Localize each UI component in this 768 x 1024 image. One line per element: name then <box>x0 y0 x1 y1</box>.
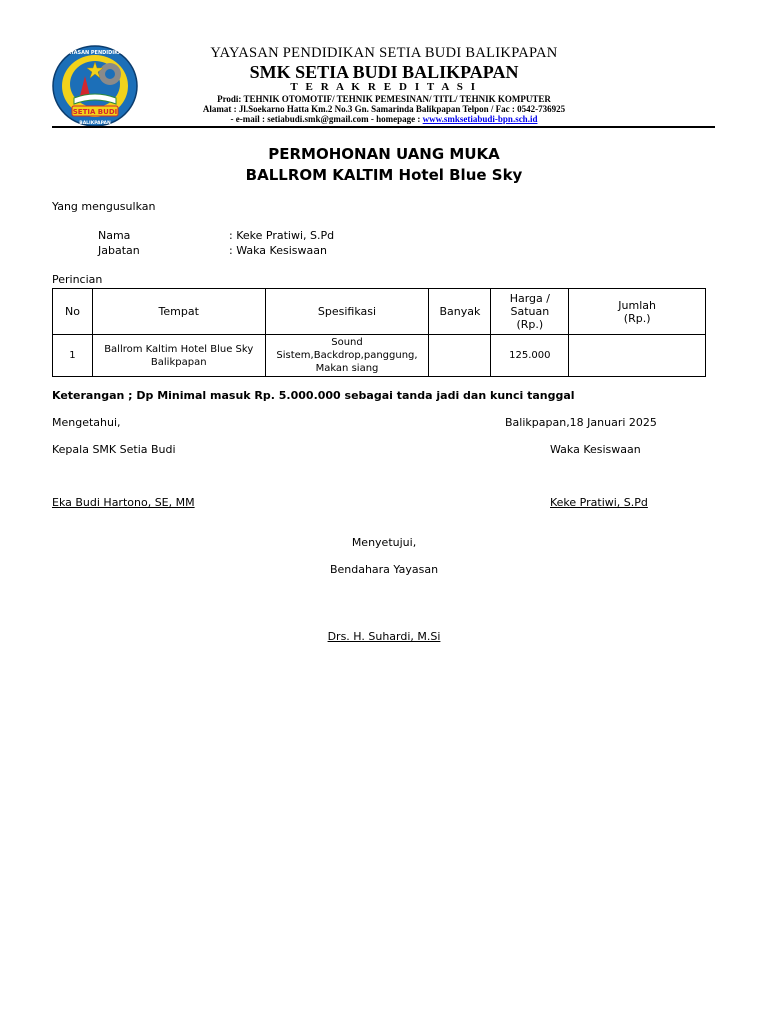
cell-banyak <box>429 335 491 377</box>
name-label: Nama <box>98 229 131 242</box>
vice-principal-name: Keke Pratiwi, S.Pd <box>550 496 648 509</box>
logo-ring-text: YAYASAN PENDIDIKAN <box>63 50 127 56</box>
note-text: Keterangan ; Dp Minimal masuk Rp. 5.000.000 sebagai tanda jadi dan kunci tanggal <box>52 389 575 402</box>
document-subtitle: BALLROM KALTIM Hotel Blue Sky <box>245 166 523 184</box>
cell-tempat-line1: Ballrom Kaltim Hotel Blue Sky <box>104 343 254 355</box>
letterhead-divider <box>52 126 715 128</box>
logo-banner-text: SETIA BUDI <box>72 108 118 116</box>
logo-bottom-text: BALIKPAPAN <box>79 121 111 126</box>
col-spesifikasi: Spesifikasi <box>265 289 429 335</box>
col-jumlah-line1: Jumlah <box>618 298 656 312</box>
school-address: Alamat : Jl.Soekarno Hatta Km.2 No.3 Gn. Samarinda Balikpapan Telpon / Fac : 0542-736925 <box>202 104 566 114</box>
school-name: SMK SETIA BUDI BALIKPAPAN <box>249 62 519 82</box>
contact-line <box>150 114 618 124</box>
vice-principal-role: Waka Kesiswaan <box>550 443 641 456</box>
col-harga-line2: Satuan <box>510 305 550 318</box>
col-harga-line3: (Rp.) <box>516 318 544 331</box>
col-banyak: Banyak <box>429 289 491 335</box>
study-programs: Prodi: TEHNIK OTOMOTIF/ TEHNIK PEMESINAN/ TITL/ TEHNIK KOMPUTER <box>217 94 551 104</box>
cell-tempat-line2: Balikpapan <box>150 356 207 368</box>
treasurer-name: Drs. H. Suhardi, M.Si <box>327 630 441 643</box>
principal-role: Kepala SMK Setia Budi <box>52 443 176 456</box>
place-date: Balikpapan,18 Januari 2025 <box>505 416 657 429</box>
accreditation: T E R A K R E D I T A S I <box>290 81 478 93</box>
cell-harga: 125.000 <box>491 335 569 377</box>
table-row <box>53 335 706 377</box>
homepage-link[interactable]: www.smksetiabudi-bpn.sch.id <box>422 114 538 124</box>
cell-spesifikasi <box>265 335 429 377</box>
cell-tempat <box>92 335 265 377</box>
email-text: - e-mail : setiabudi.smk@gmail.com - homepage : <box>230 114 423 124</box>
details-table <box>52 288 706 377</box>
col-jumlah <box>569 289 706 335</box>
col-jumlah-line2: (Rp.) <box>623 311 651 325</box>
name-value: : Keke Pratiwi, S.Pd <box>229 229 335 242</box>
cell-spesifikasi-line2: Sistem,Backdrop,panggung, <box>276 350 418 361</box>
school-logo <box>52 44 138 128</box>
position-label: Jabatan <box>98 244 140 257</box>
proposer-heading: Yang mengusulkan <box>52 200 156 213</box>
treasurer-name-line <box>0 630 768 643</box>
cell-no: 1 <box>53 335 93 377</box>
position-value: : Waka Kesiswaan <box>229 244 327 257</box>
cell-spesifikasi-line3: Makan siang <box>315 363 379 374</box>
cell-spesifikasi-line1: Sound <box>331 337 363 348</box>
treasurer-role: Bendahara Yayasan <box>329 563 439 576</box>
col-tempat: Tempat <box>92 289 265 335</box>
principal-name: Eka Budi Hartono, SE, MM <box>52 496 195 509</box>
col-harga <box>491 289 569 335</box>
approved-label: Menyetujui, <box>351 536 417 549</box>
acknowledged-label: Mengetahui, <box>52 416 121 429</box>
details-heading: Perincian <box>52 273 103 286</box>
document-title-text: PERMOHONAN UANG MUKA <box>268 145 500 163</box>
foundation-name: YAYASAN PENDIDIKAN SETIA BUDI BALIKPAPAN <box>210 45 558 61</box>
col-harga-line1: Harga / <box>509 292 550 305</box>
table-header-row <box>53 289 706 335</box>
document-title <box>0 145 768 163</box>
col-no: No <box>53 289 93 335</box>
cell-jumlah <box>569 335 706 377</box>
